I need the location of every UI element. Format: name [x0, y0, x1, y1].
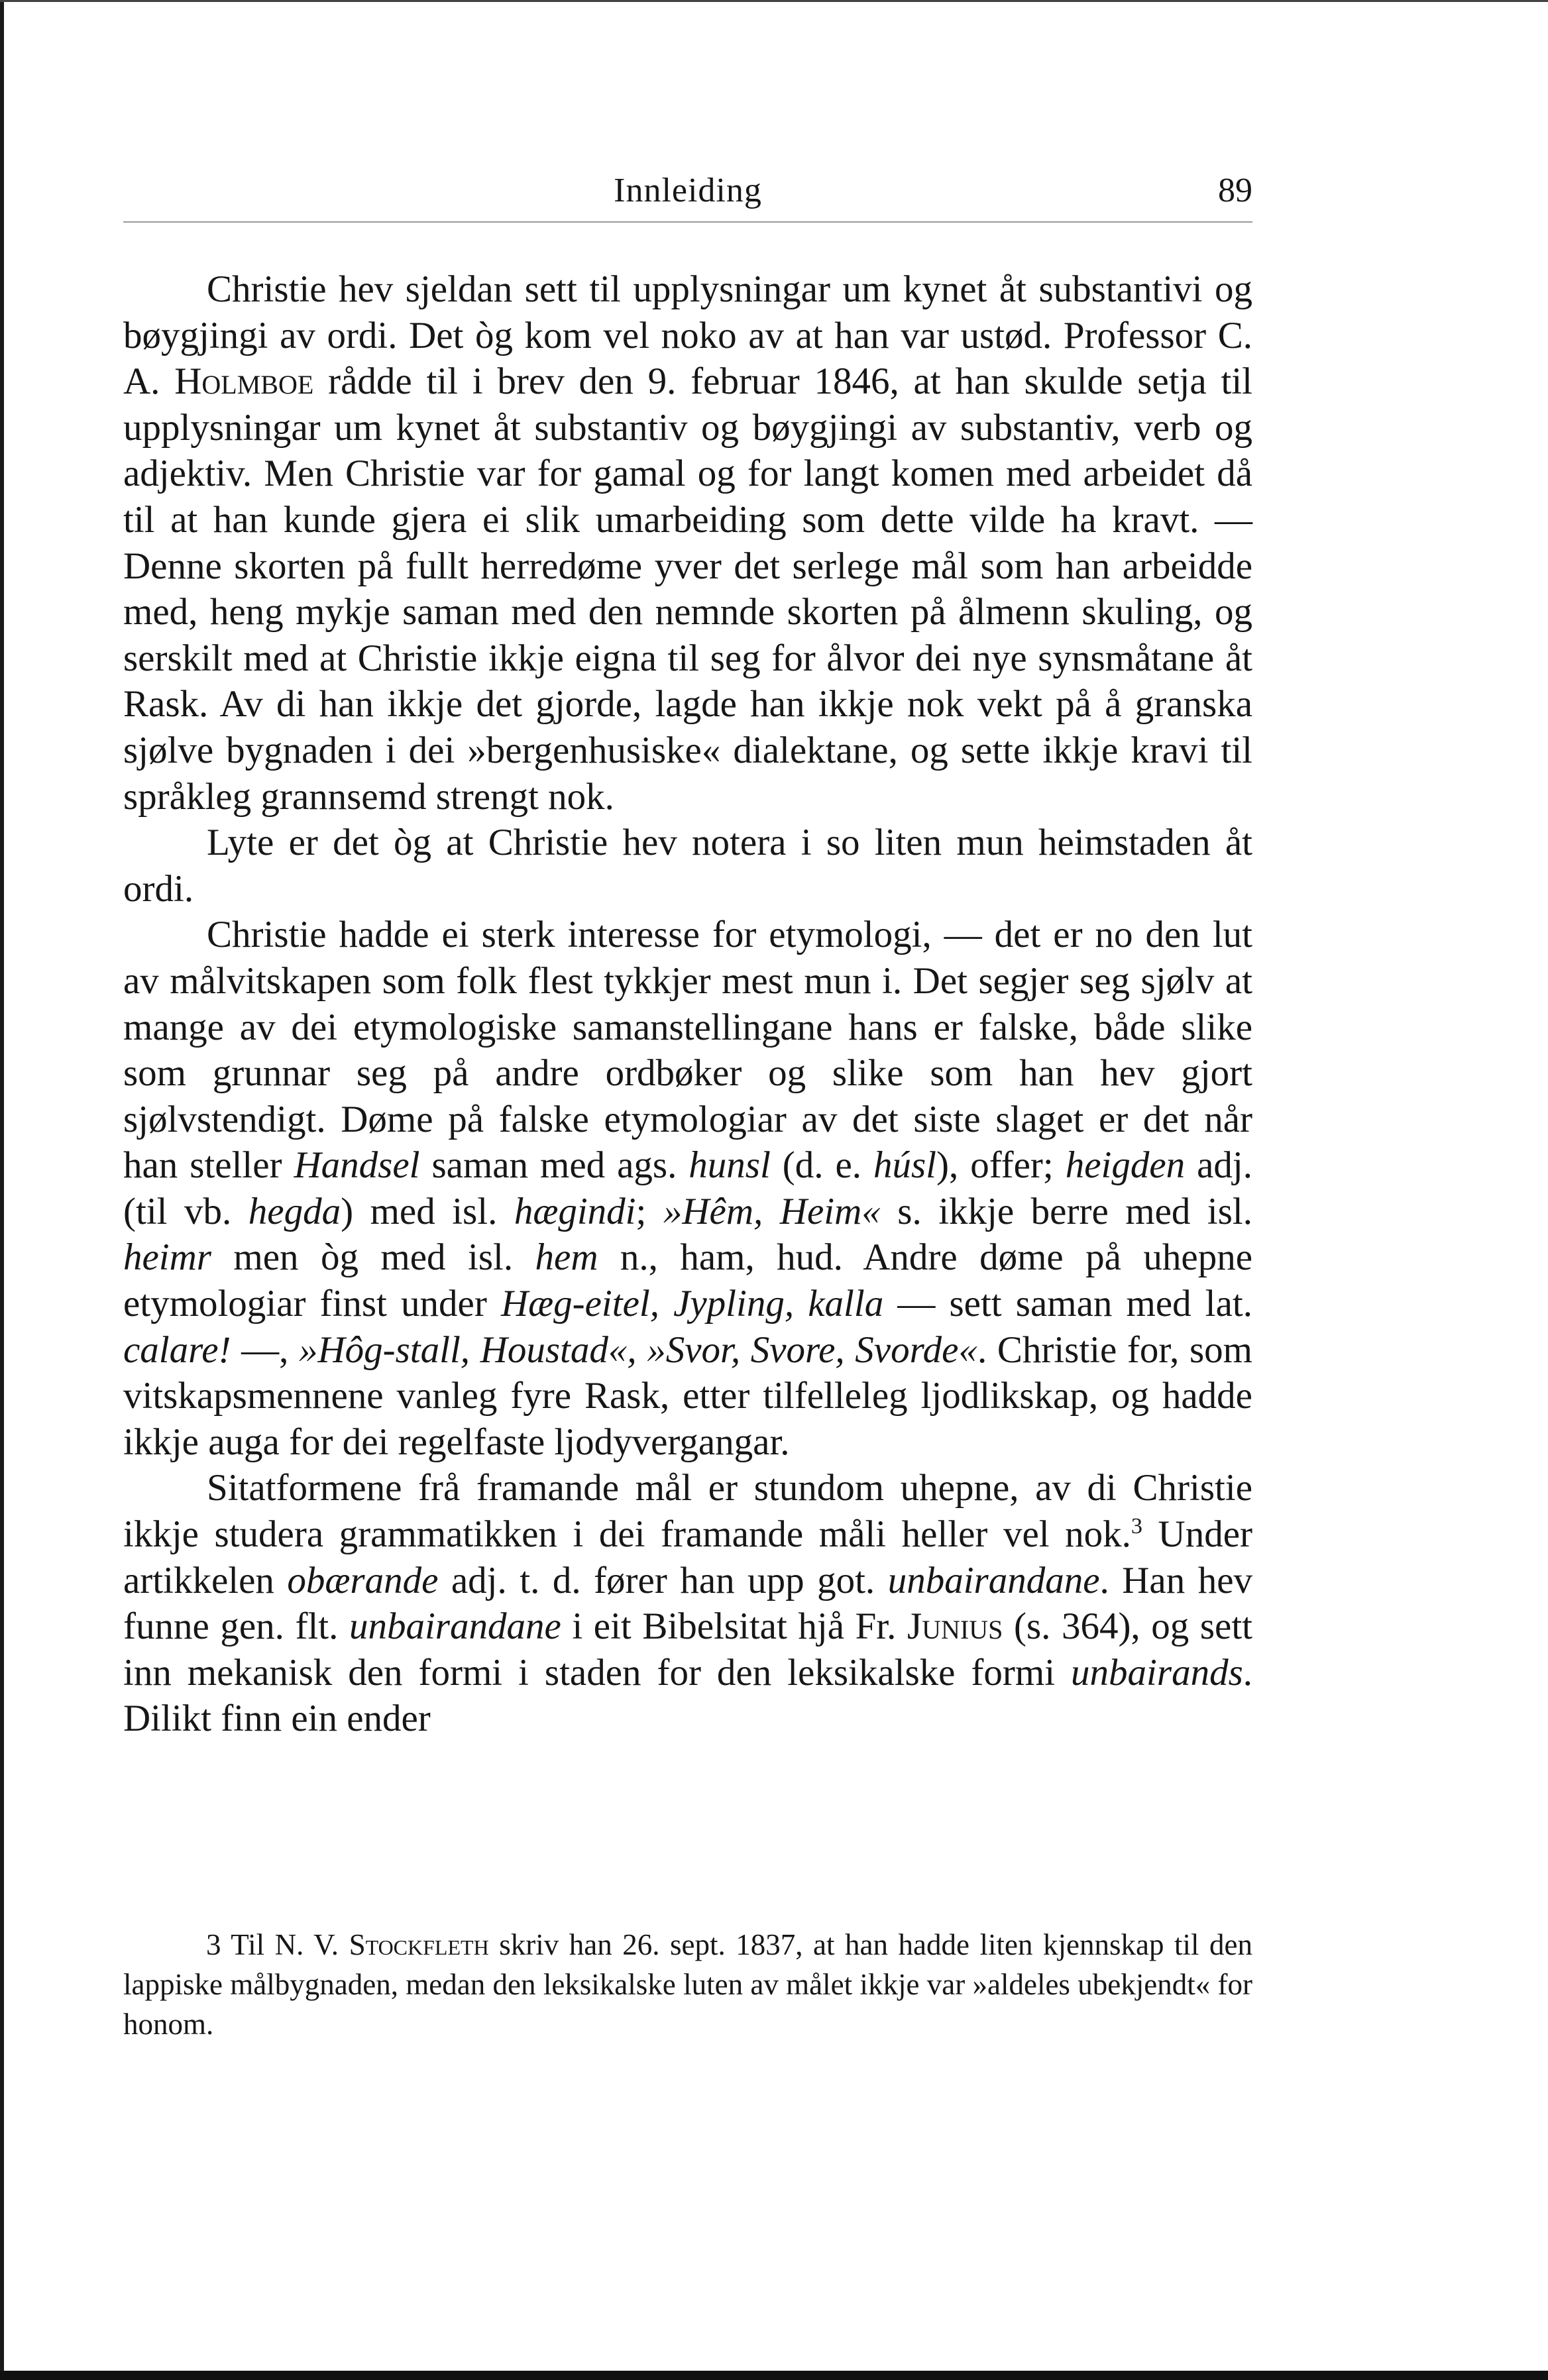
italic-run: »Hôg-stall, Houstad«, »Svor, Svore, Svorde« — [298, 1328, 977, 1371]
italic-run: hegda — [248, 1190, 341, 1232]
italic-run: húsl — [873, 1144, 937, 1187]
italic-run: »Hêm, Heim« — [663, 1190, 881, 1232]
italic-run: calare! — [123, 1328, 231, 1371]
italic-run: unbairandane — [887, 1559, 1100, 1601]
page-edge-top — [0, 0, 1548, 2]
italic-run: heimr — [123, 1236, 211, 1279]
italic-run: Hæg-eitel, Jypling, kalla — [500, 1283, 884, 1325]
italic-run: heigden — [1065, 1144, 1186, 1187]
paragraph: Christie hadde ei sterk interesse for etymologi, — det er no den lut av målvitskapen som folk flest tykkjer mest mun i. Det segjer seg sjølv at mange av dei etymologiske samanstellingane hans er falske, både slike som grunnar seg på andre ordbøker og slike som han hev gjort sjølvstendigt. Døme på falske etymologiar av det siste slaget er det når han steller Handsel saman med ags. hunsl (d. e. húsl), offer; heigden adj. (til vb. hegda) med isl. hægindi; »Hêm, Heim« s. ikkje berre med isl. heimr men òg med isl. hem n., ham, hud. Andre døme på uhepne etymologiar finst under Hæg-eitel, Jypling, kalla — sett saman med lat. calare! —, »Hôg-stall, Houstad«, »Svor, Svore, Svorde«. Christie for, som vitskapsmennene vanleg fyre Rask, etter tilfelleleg ljodlikskap, og hadde ikkje auga for dei regelfaste ljodyvergangar. — [123, 914, 1252, 1463]
footnote: 3 Til N. V. Stockfleth skriv han 26. sept. 1837, at han hadde liten kjennskap til den lappiske målbygnaden, medan den leksikalske luten av målet ikkje var »aldeles ubekjendt« for honom. — [123, 1928, 1252, 2041]
italic-run: hem — [535, 1236, 598, 1279]
italic-run: Handsel — [294, 1144, 420, 1187]
page-edge — [0, 0, 4, 2380]
small-caps-run: Holmboe — [174, 360, 314, 403]
running-title: Innleiding — [614, 172, 762, 209]
italic-run: hægindi — [514, 1190, 636, 1232]
page-number: 89 — [1218, 172, 1252, 209]
paragraph: Lyte er det òg at Christie hev notera i so liten mun heimstaden åt ordi. — [123, 822, 1252, 910]
page-edge-bottom — [0, 2371, 1548, 2380]
italic-run: unbairandane — [349, 1605, 561, 1648]
small-caps-run: Junius — [907, 1605, 1003, 1648]
paragraph: Sitatformene frå framande mål er stundom uhepne, av di Christie ikkje studera grammatikken i dei framande måli heller vel nok.$^3$ Under artikkelen obærande adj. t. d. fører han upp got. unbairandane. Han hev funne gen. flt. unbairandane i eit Bibelsitat hjå Fr. Junius (s. 364), og sett inn mekanisk den formi i staden for den leksikalske formi unbairands. Dilikt finn ein ender — [123, 1467, 1253, 1740]
italic-run: hunsl — [689, 1144, 771, 1187]
page-header — [123, 171, 1252, 224]
body-text — [123, 266, 1252, 1742]
italic-run: obærande — [287, 1559, 439, 1601]
small-caps-run: Stockfleth — [349, 1928, 489, 1961]
italic-run: unbairands — [1071, 1651, 1243, 1694]
paragraph: Christie hev sjeldan sett til upplysningar um kynet åt substantivi og bøygjingi av ordi. Det òg kom vel noko av at han var ustød. Professor C. A. Holmboe rådde til i brev den 9. februar 1846, at han skulde setja til upplysningar um kynet åt substantiv og bøygjingi av substantiv, verb og adjektiv. Men Christie var for gamal og for langt komen med arbeidet då til at han kunde gjera ei slik umarbeiding som dette vilde ha kravt. — Denne skorten på fullt herredøme yver det serlege mål som han arbeidde med, heng mykje saman med den nemnde skorten på ålmenn skuling, og serskilt med at Christie ikkje eigna til seg for ålvor dei nye synsmåtane åt Rask. Av di han ikkje det gjorde, lagde han ikkje nok vekt på å granska sjølve bygnaden i dei »bergenhusiske« dialektane, og sette ikkje kravi til språkleg grannsemd strengt nok. — [123, 268, 1252, 818]
header-rule — [123, 221, 1252, 223]
footnote-marker: 3 — [1131, 1514, 1142, 1539]
footnotes — [123, 1925, 1252, 2044]
